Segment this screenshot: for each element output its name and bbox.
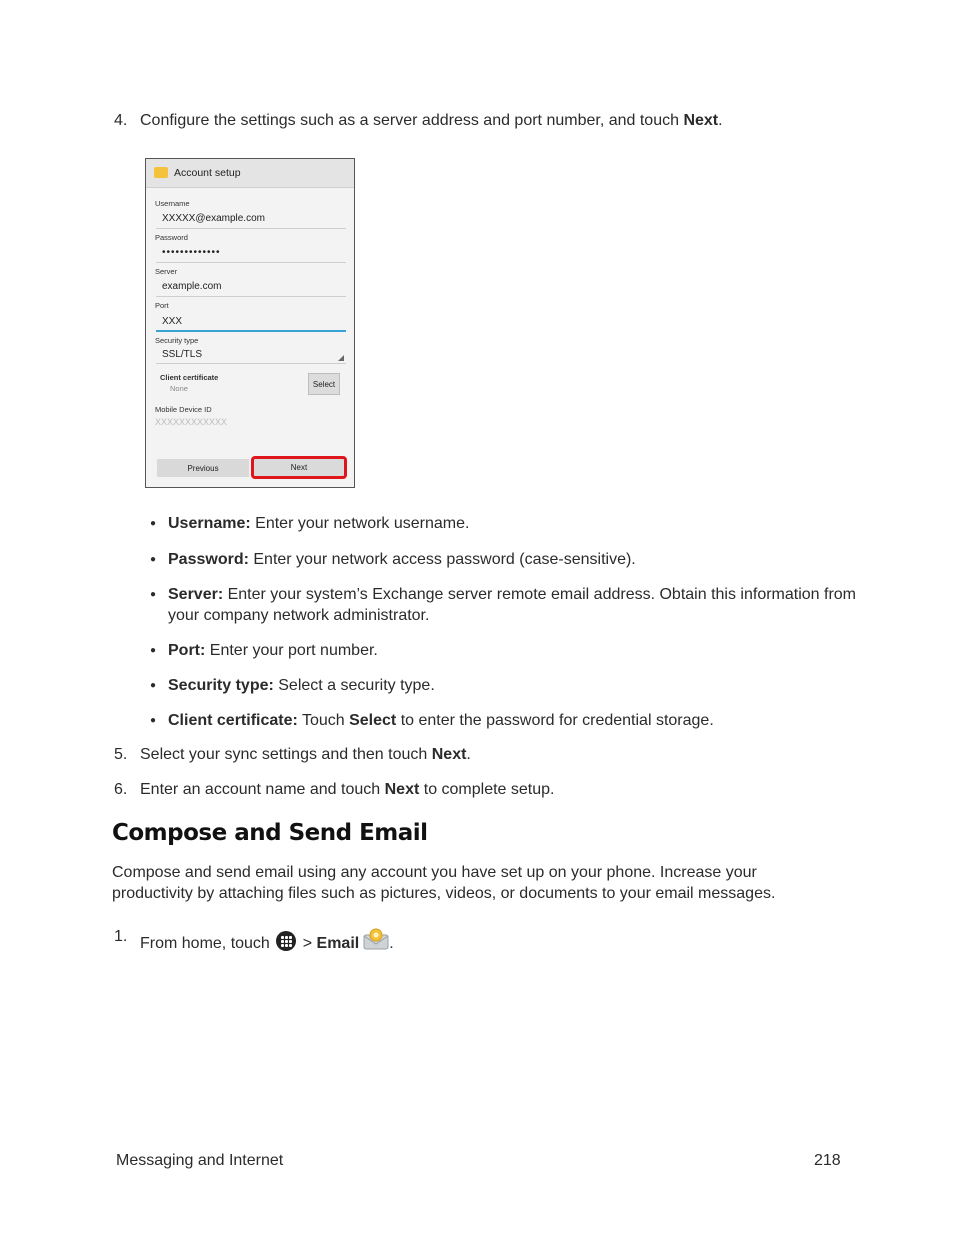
security-underline	[156, 363, 346, 364]
step-4-text: Configure the settings such as a server address and port number, and touch Next.	[140, 112, 723, 129]
password-underline	[156, 262, 346, 263]
select-button[interactable]: Select	[308, 373, 340, 395]
bullet-icon: ●	[150, 518, 157, 529]
account-setup-screenshot	[145, 158, 355, 488]
dropdown-arrow-icon	[338, 355, 344, 361]
bullet-icon: ●	[150, 554, 157, 565]
server-underline	[156, 296, 346, 297]
password-field[interactable]: •••••••••••••	[162, 247, 221, 258]
bullet-icon: ●	[150, 645, 157, 656]
password-label: Password	[155, 233, 188, 242]
bullet-port: Port: Enter your port number.	[168, 642, 378, 659]
screen-title: Account setup	[174, 167, 241, 179]
port-label: Port	[155, 301, 169, 310]
bullet-icon: ●	[150, 589, 157, 600]
username-label: Username	[155, 199, 190, 208]
port-underline	[156, 330, 346, 332]
username-field[interactable]: XXXXX@example.com	[162, 213, 265, 224]
section-heading: Compose and Send Email	[112, 820, 428, 846]
client-certificate-label: Client certificate	[160, 373, 219, 382]
page-number: 218	[814, 1152, 841, 1169]
step-6-text: Enter an account name and touch Next to complete setup.	[140, 781, 555, 798]
step-number: 6.	[114, 781, 128, 798]
bullet-security-type: Security type: Select a security type.	[168, 677, 435, 694]
bullet-username: Username: Enter your network username.	[168, 515, 470, 532]
step-number: 4.	[114, 112, 128, 129]
step-number: 5.	[114, 746, 128, 763]
email-icon	[363, 928, 389, 950]
bullet-icon: ●	[150, 715, 157, 726]
apps-icon	[276, 931, 296, 951]
previous-button[interactable]: Previous	[157, 459, 249, 477]
step-1-text: From home, touch > Email .	[140, 928, 394, 954]
security-type-label: Security type	[155, 336, 199, 345]
step-number: 1.	[114, 928, 128, 945]
title-bar	[146, 159, 354, 188]
bullet-server: Server: Enter your system’s Exchange server remote email address. Obtain this information from your company network administrator.	[168, 586, 857, 624]
server-label: Server	[155, 267, 178, 276]
email-app-icon	[154, 167, 168, 178]
section-paragraph: Compose and send email using any account you have set up on your phone. Increase your productivity by attaching files such as pictures, videos, or documents to your email messages.	[112, 864, 776, 902]
security-type-dropdown[interactable]: SSL/TLS	[162, 349, 203, 360]
bullet-client-certificate: Client certificate: Touch Select to enter the password for credential storage.	[168, 712, 714, 729]
device-id-value: XXXXXXXXXXXX	[155, 417, 228, 427]
username-underline	[156, 228, 346, 229]
port-field[interactable]: XXX	[162, 316, 183, 327]
client-certificate-value: None	[170, 384, 188, 393]
footer-section-name: Messaging and Internet	[116, 1152, 284, 1169]
bullet-password: Password: Enter your network access password (case-sensitive).	[168, 551, 636, 568]
next-button[interactable]: Next	[251, 456, 347, 479]
step-5-text: Select your sync settings and then touch Next.	[140, 746, 471, 763]
device-id-label: Mobile Device ID	[155, 405, 212, 414]
bullet-icon: ●	[150, 680, 157, 691]
server-field[interactable]: example.com	[162, 281, 222, 292]
